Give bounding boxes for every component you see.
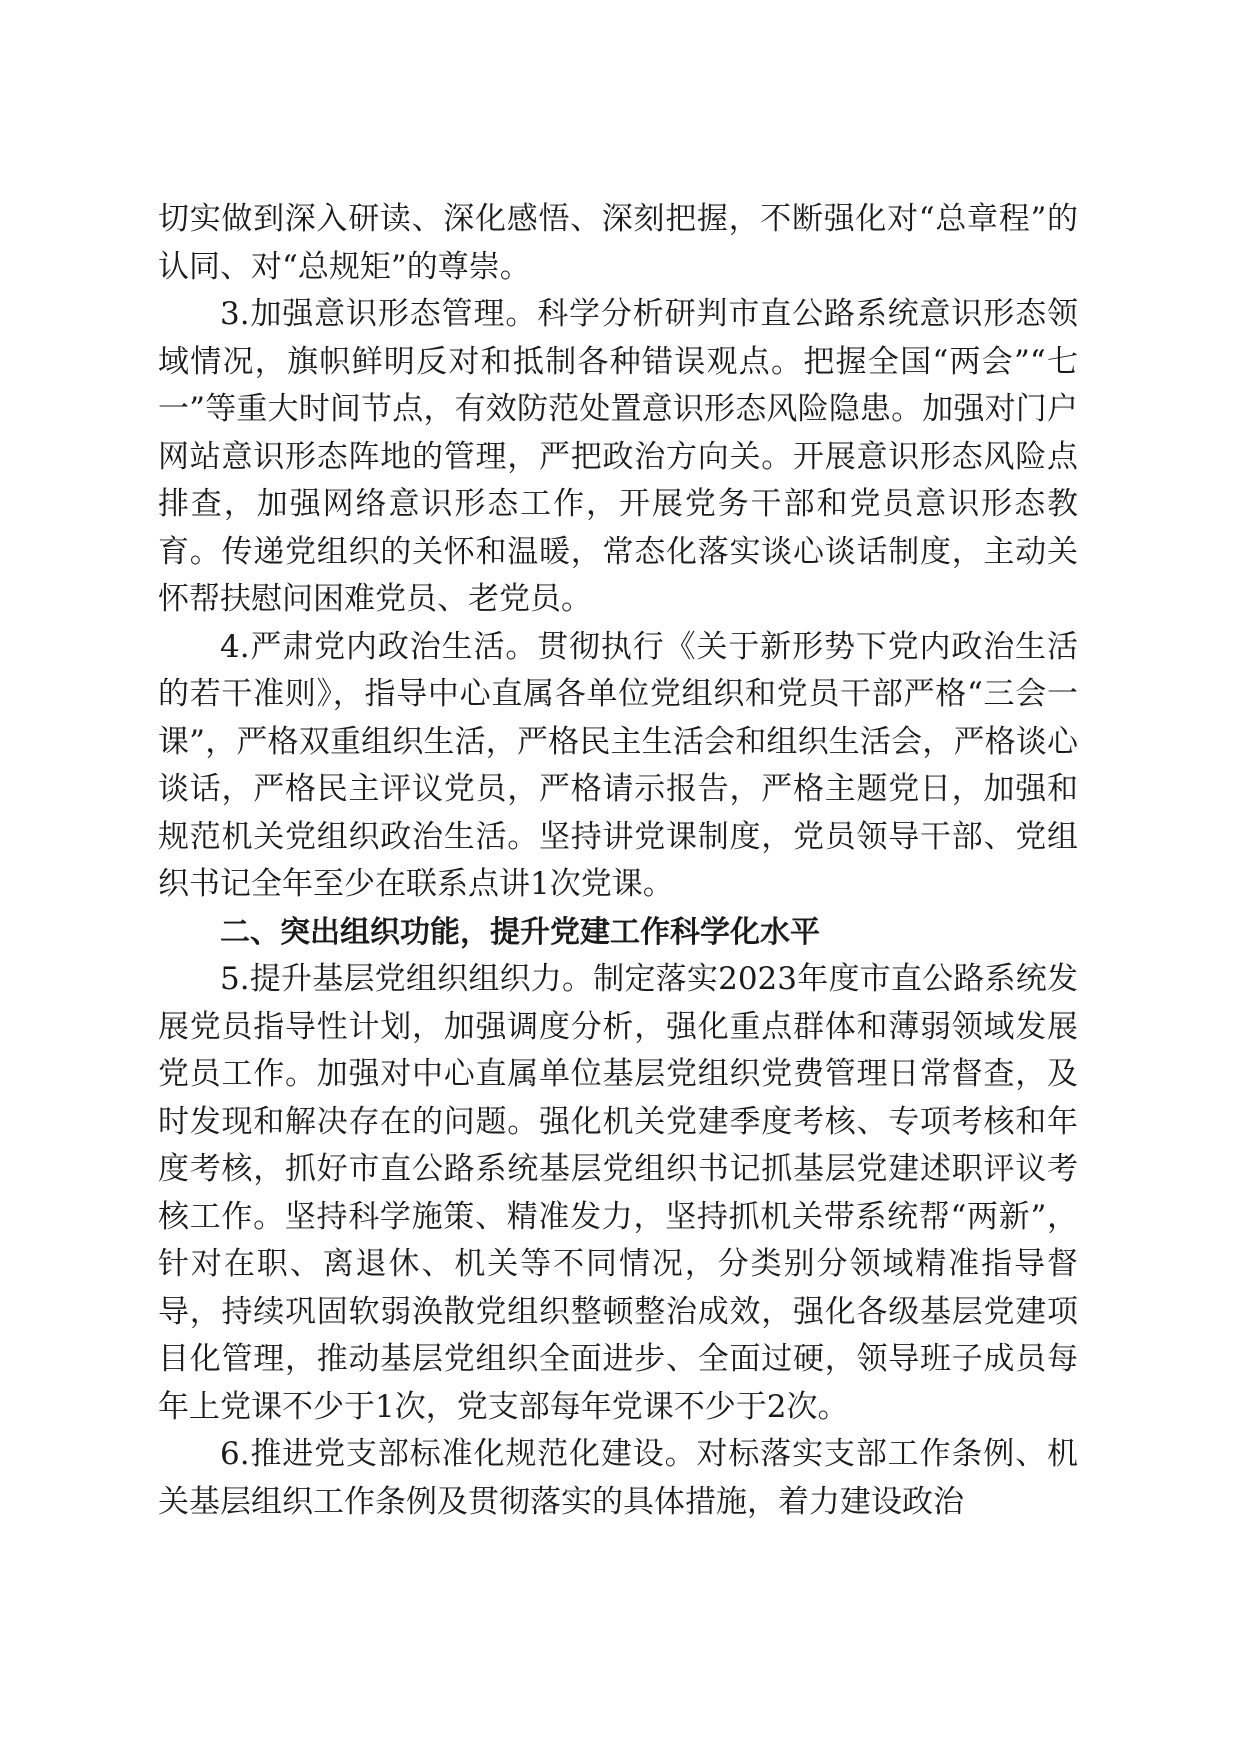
document-body	[158, 196, 1078, 1526]
paragraph-continuation: 切实做到深入研读、深化感悟、深刻把握，不断强化对“总章程”的认同、对“总规矩”的尊崇。	[158, 201, 1078, 285]
paragraph-branch-standardization: 6.推进党支部标准化规范化建设。对标落实支部工作条例、机关基层组织工作条例及贯彻落实的具体措施，着力建设政治	[158, 1436, 1078, 1520]
paragraph-grassroots-organization: 5.提升基层党组织组织力。制定落实2023年度市直公路系统发展党员指导性计划，加强调度分析，强化重点群体和薄弱领域发展党员工作。加强对中心直属单位基层党组织党费管理日常督查，及时发现和解决存在的问题。强化机关党建季度考核、专项考核和年度考核，抓好市直公路系统基层党组织书记抓基层党建述职评议考核工作。坚持科学施策、精准发力，坚持抓机关带系统帮“两新”，针对在职、离退休、机关等不同情况，分类别分领域精准指导督导，持续巩固软弱涣散党组织整顿整治成效，强化各级基层党建项目化管理，推动基层党组织全面进步、全面过硬，领导班子成员每年上党课不少于1次，党支部每年党课不少于2次。	[158, 961, 1078, 1425]
section-heading: 二、突出组织功能，提升党建工作科学化水平	[220, 914, 820, 950]
paragraph-party-political-life: 4.严肃党内政治生活。贯彻执行《关于新形势下党内政治生活的若干准则》，指导中心直属各单位党组织和党员干部严格“三会一课”，严格双重组织生活，严格民主生活会和组织生活会，严格谈心谈话，严格民主评议党员，严格请示报告，严格主题党日，加强和规范机关党组织政治生活。坚持讲党课制度，党员领导干部、党组织书记全年至少在联系点讲1次党课。	[158, 628, 1078, 902]
paragraph-ideology-management: 3.加强意识形态管理。科学分析研判市直公路系统意识形态领域情况，旗帜鲜明反对和抵制各种错误观点。把握全国“两会”“七一”等重大时间节点，有效防范处置意识形态风险隐患。加强对门户网站意识形态阵地的管理，严把政治方向关。开展意识形态风险点排查，加强网络意识形态工作，开展党务干部和党员意识形态教育。传递党组织的关怀和温暖，常态化落实谈心谈话制度，主动关怀帮扶慰问困难党员、老党员。	[158, 296, 1078, 617]
